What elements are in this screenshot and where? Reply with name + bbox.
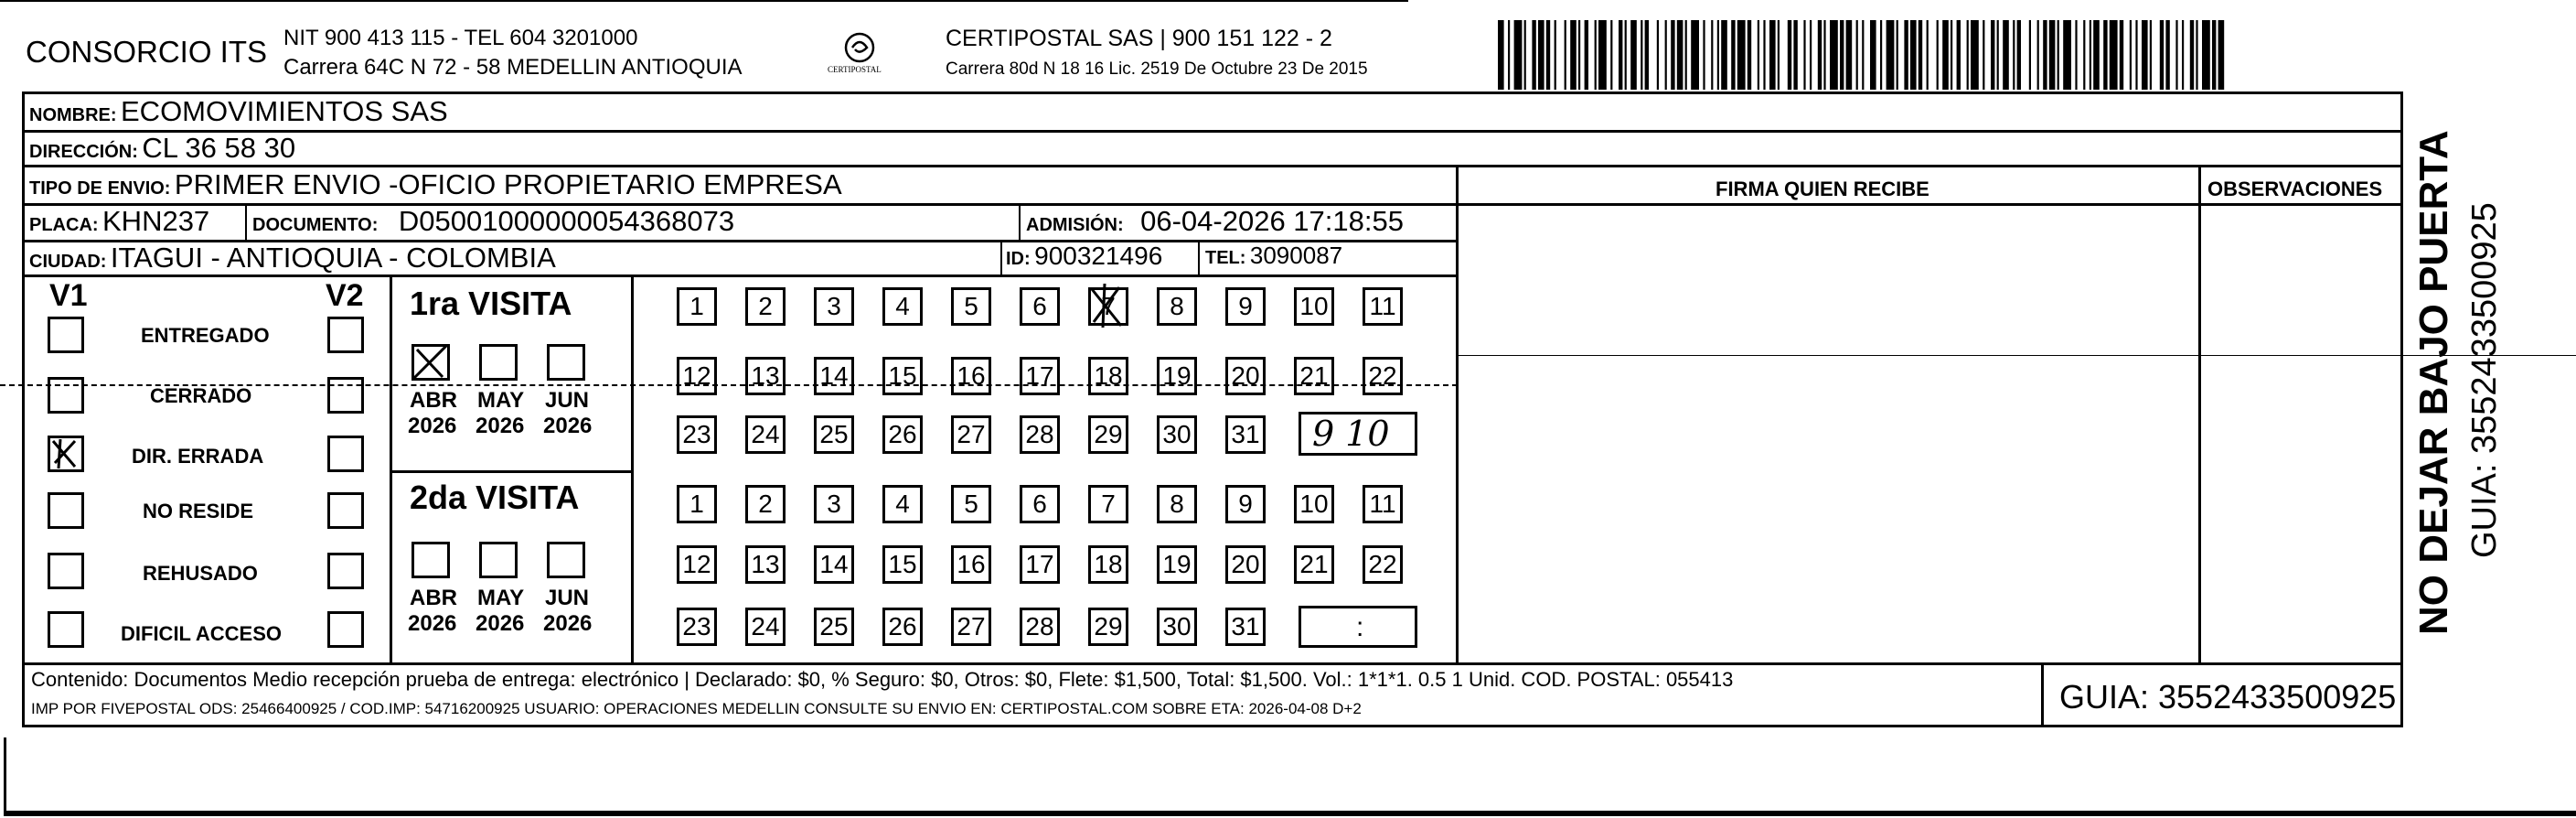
day-box-26[interactable]: 26 — [882, 415, 923, 454]
day-box-23[interactable]: 23 — [677, 415, 717, 454]
v2-rehusado-checkbox[interactable] — [327, 553, 364, 589]
day-box-8[interactable]: 8 — [1157, 485, 1197, 523]
admision-value: 06-04-2026 17:18:55 — [1140, 205, 1404, 237]
day-box-2[interactable]: 2 — [745, 287, 786, 326]
month-checkbox-abr[interactable] — [412, 542, 450, 578]
day-box-4[interactable]: 4 — [882, 485, 923, 523]
v2-cerrado-checkbox[interactable] — [327, 377, 364, 414]
day-box-25[interactable]: 25 — [814, 608, 854, 646]
day-box-24[interactable]: 24 — [745, 415, 786, 454]
month-label: JUN — [545, 586, 590, 610]
day-box-16[interactable]: 16 — [951, 545, 991, 584]
documento-label: DOCUMENTO: — [252, 215, 379, 235]
id-divider — [1000, 240, 1002, 274]
tipo-value: PRIMER ENVIO -OFICIO PROPIETARIO EMPRESA — [174, 168, 842, 200]
day-box-31[interactable]: 31 — [1225, 415, 1266, 454]
side-guia: GUIA: 3552433500925 — [2465, 202, 2504, 558]
month-year-label: 2026 — [543, 611, 593, 636]
day-box-3[interactable]: 3 — [814, 485, 854, 523]
status-rehusado: REHUSADO — [143, 562, 258, 585]
v2-dificil-acceso-checkbox[interactable] — [327, 611, 364, 648]
day-box-30[interactable]: 30 — [1157, 415, 1197, 454]
day-box-7[interactable]: 7 — [1088, 287, 1128, 326]
sender-address: Carrera 64C N 72 - 58 MEDELLIN ANTIOQUIA — [283, 55, 743, 80]
day-box-9[interactable]: 9 — [1225, 485, 1266, 523]
month-label: MAY — [477, 388, 525, 413]
id-cell — [1006, 243, 1162, 269]
visit-divider — [631, 274, 634, 662]
day-box-12[interactable]: 12 — [677, 545, 717, 584]
ciudad-value: ITAGUI - ANTIOQUIA - COLOMBIA — [110, 242, 556, 274]
tel-label: TEL: — [1205, 248, 1246, 268]
footer-imp: IMP POR FIVEPOSTAL ODS: 25466400925 / COD.IMP: 54716200925 USUARIO: OPERACIONES MEDELLIN CONSULTE SU ENVIO EN: CERTIPOSTAL.COM SOBRE ETA: 2026-04-08 D+2 — [31, 700, 1362, 717]
direccion-label: DIRECCIÓN: — [29, 142, 138, 162]
month-year-label: 2026 — [476, 414, 525, 438]
day-box-17[interactable]: 17 — [1020, 545, 1060, 584]
day-box-9[interactable]: 9 — [1225, 287, 1266, 326]
month-year-label: 2026 — [476, 611, 525, 636]
shipment-barcode — [1498, 20, 2225, 90]
day-box-15[interactable]: 15 — [882, 545, 923, 584]
day-box-18[interactable]: 18 — [1088, 545, 1128, 584]
month-year-label: 2026 — [408, 414, 457, 438]
day-box-1[interactable]: 1 — [677, 485, 717, 523]
admision-cell — [1026, 207, 1404, 235]
guia-box-divider — [2041, 662, 2044, 727]
status-dir-errada: DIR. ERRADA — [132, 445, 264, 468]
month-checkbox-jun[interactable] — [547, 344, 585, 381]
day-box-13[interactable]: 13 — [745, 545, 786, 584]
id-label: ID: — [1006, 249, 1031, 269]
day-box-19[interactable]: 19 — [1157, 545, 1197, 584]
day-box-21[interactable]: 21 — [1294, 357, 1334, 395]
nombre-value: ECOMOVIMIENTOS SAS — [121, 95, 448, 127]
logo-text: CERTIPOSTAL — [828, 65, 882, 74]
ciudad-cell — [29, 243, 556, 272]
day-box-20[interactable]: 20 — [1225, 357, 1266, 395]
v1-no-reside-checkbox[interactable] — [48, 492, 84, 529]
day-box-15[interactable]: 15 — [882, 357, 923, 395]
month-checkbox-may[interactable] — [479, 344, 518, 381]
time-entry-box[interactable] — [1299, 606, 1417, 648]
status-entregado: ENTREGADO — [141, 324, 270, 347]
handwritten-time: 9 10 — [1312, 414, 1390, 454]
day-box-12[interactable]: 12 — [677, 357, 717, 395]
day-box-10[interactable]: 10 — [1294, 485, 1334, 523]
day-box-19[interactable]: 19 — [1157, 357, 1197, 395]
month-label: ABR — [410, 388, 457, 413]
row-line-2 — [22, 165, 2403, 167]
day-box-22[interactable]: 22 — [1363, 357, 1403, 395]
second-visit-label: 2da VISITA — [410, 479, 580, 516]
placa-label: PLACA: — [29, 215, 99, 235]
tel-cell — [1205, 243, 1342, 267]
month-year-label: 2026 — [408, 611, 457, 636]
status-dificil-acceso: DIFICIL ACCESO — [121, 622, 283, 645]
day-box-13[interactable]: 13 — [745, 357, 786, 395]
observaciones-divider — [2198, 165, 2201, 662]
status-divider — [390, 274, 392, 662]
day-box-16[interactable]: 16 — [951, 357, 991, 395]
v1-cerrado-checkbox[interactable] — [48, 377, 84, 414]
v1-rehusado-checkbox[interactable] — [48, 553, 84, 589]
day-box-28[interactable]: 28 — [1020, 415, 1060, 454]
tel-divider — [1198, 240, 1200, 274]
tel-value: 3090087 — [1249, 242, 1343, 269]
tipo-row — [29, 170, 842, 199]
outer-bottom-border — [4, 811, 2576, 816]
admision-divider — [1019, 203, 1021, 240]
row-line-sig — [1458, 203, 2403, 206]
footer-top-line — [22, 662, 2403, 665]
v2-entregado-checkbox[interactable] — [327, 317, 364, 353]
day-box-6[interactable]: 6 — [1020, 485, 1060, 523]
handwritten-day-7-mark — [1085, 280, 1130, 331]
placa-value: KHN237 — [102, 205, 210, 237]
placa-divider — [245, 203, 247, 240]
top-edge-line — [0, 0, 1408, 2]
row-line-5 — [22, 274, 1458, 277]
day-box-7[interactable]: 7 — [1088, 485, 1128, 523]
footer-contenido: Contenido: Documentos Medio recepción prueba de entrega: electrónico | Declarado: $0, % Seguro: $0, Otros: $0, Flete: $1,500, Total: $1,500. Vol.: 1*1*1. 0.5 1 Unid. COD. POSTAL: 055413 — [31, 668, 1734, 691]
day-box-10[interactable]: 10 — [1294, 287, 1334, 326]
handwritten-check-mark — [48, 436, 84, 472]
footer-guia: GUIA: 3552433500925 — [2059, 678, 2397, 716]
month-label: ABR — [410, 586, 457, 610]
day-box-29[interactable]: 29 — [1088, 608, 1128, 646]
month-label: JUN — [545, 388, 590, 413]
month-checkbox-jun[interactable] — [547, 542, 585, 578]
fold-line-left — [0, 384, 1458, 386]
fold-line-right — [1458, 355, 2576, 356]
day-box-18[interactable]: 18 — [1088, 357, 1128, 395]
day-box-31[interactable]: 31 — [1225, 608, 1266, 646]
signature-left-divider — [1456, 165, 1459, 662]
sender-nit: NIT 900 413 115 - TEL 604 3201000 — [283, 26, 638, 50]
certipostal-logo — [828, 27, 892, 82]
ciudad-label: CIUDAD: — [29, 252, 107, 272]
v1-label: V1 — [49, 278, 88, 313]
day-box-27[interactable]: 27 — [951, 608, 991, 646]
v1-dir-errada-checkbox[interactable] — [48, 436, 84, 472]
status-no-reside: NO RESIDE — [143, 500, 254, 522]
handwritten-abr-mark — [410, 342, 452, 384]
side-warning: NO DEJAR BAJO PUERTA — [2411, 130, 2456, 635]
day-box-5[interactable]: 5 — [951, 287, 991, 326]
v1-entregado-checkbox[interactable] — [48, 317, 84, 353]
tipo-label: TIPO DE ENVIO: — [29, 178, 171, 199]
id-value: 900321496 — [1034, 242, 1163, 270]
day-box-5[interactable]: 5 — [951, 485, 991, 523]
v2-no-reside-checkbox[interactable] — [327, 492, 364, 529]
day-box-25[interactable]: 25 — [814, 415, 854, 454]
day-box-1[interactable]: 1 — [677, 287, 717, 326]
day-box-22[interactable]: 22 — [1363, 545, 1403, 584]
status-cerrado: CERRADO — [150, 384, 252, 407]
admision-label: ADMISIÓN: — [1026, 215, 1124, 235]
month-year-label: 2026 — [543, 414, 593, 438]
time-colon: : — [1356, 612, 1364, 642]
day-box-29[interactable]: 29 — [1088, 415, 1128, 454]
observaciones-label: OBSERVACIONES — [2207, 178, 2383, 200]
documento-cell — [252, 207, 734, 235]
first-visit-label: 1ra VISITA — [410, 285, 572, 322]
direccion-row — [29, 134, 295, 162]
v2-dir-errada-checkbox[interactable] — [327, 436, 364, 472]
nombre-row — [29, 97, 448, 125]
day-box-24[interactable]: 24 — [745, 608, 786, 646]
day-box-21[interactable]: 21 — [1294, 545, 1334, 584]
day-box-14[interactable]: 14 — [814, 545, 854, 584]
day-box-30[interactable]: 30 — [1157, 608, 1197, 646]
day-box-11[interactable]: 11 — [1363, 485, 1403, 523]
day-box-26[interactable]: 26 — [882, 608, 923, 646]
day-box-2[interactable]: 2 — [745, 485, 786, 523]
day-box-4[interactable]: 4 — [882, 287, 923, 326]
carrier-license: Carrera 80d N 18 16 Lic. 2519 De Octubre 23 De 2015 — [946, 59, 1368, 79]
day-box-20[interactable]: 20 — [1225, 545, 1266, 584]
day-box-14[interactable]: 14 — [814, 357, 854, 395]
day-box-6[interactable]: 6 — [1020, 287, 1060, 326]
v2-label: V2 — [326, 278, 364, 313]
day-box-8[interactable]: 8 — [1157, 287, 1197, 326]
month-checkbox-may[interactable] — [479, 542, 518, 578]
row-line-1 — [22, 130, 2403, 133]
day-box-28[interactable]: 28 — [1020, 608, 1060, 646]
v1-dificil-acceso-checkbox[interactable] — [48, 611, 84, 648]
month-label: MAY — [477, 586, 525, 610]
nombre-label: NOMBRE: — [29, 105, 117, 125]
sender-name: CONSORCIO ITS — [26, 35, 268, 69]
handwritten-time-box — [1299, 412, 1417, 456]
day-box-11[interactable]: 11 — [1363, 287, 1403, 326]
firma-label: FIRMA QUIEN RECIBE — [1716, 178, 1929, 200]
direccion-value: CL 36 58 30 — [142, 132, 296, 164]
day-box-3[interactable]: 3 — [814, 287, 854, 326]
documento-value: D05001000000054368073 — [398, 205, 735, 237]
day-box-23[interactable]: 23 — [677, 608, 717, 646]
visit-split-line — [390, 470, 631, 473]
carrier-name: CERTIPOSTAL SAS | 900 151 122 - 2 — [946, 26, 1332, 51]
day-box-17[interactable]: 17 — [1020, 357, 1060, 395]
day-box-27[interactable]: 27 — [951, 415, 991, 454]
outer-left-border — [4, 737, 6, 813]
placa-cell — [29, 207, 209, 235]
